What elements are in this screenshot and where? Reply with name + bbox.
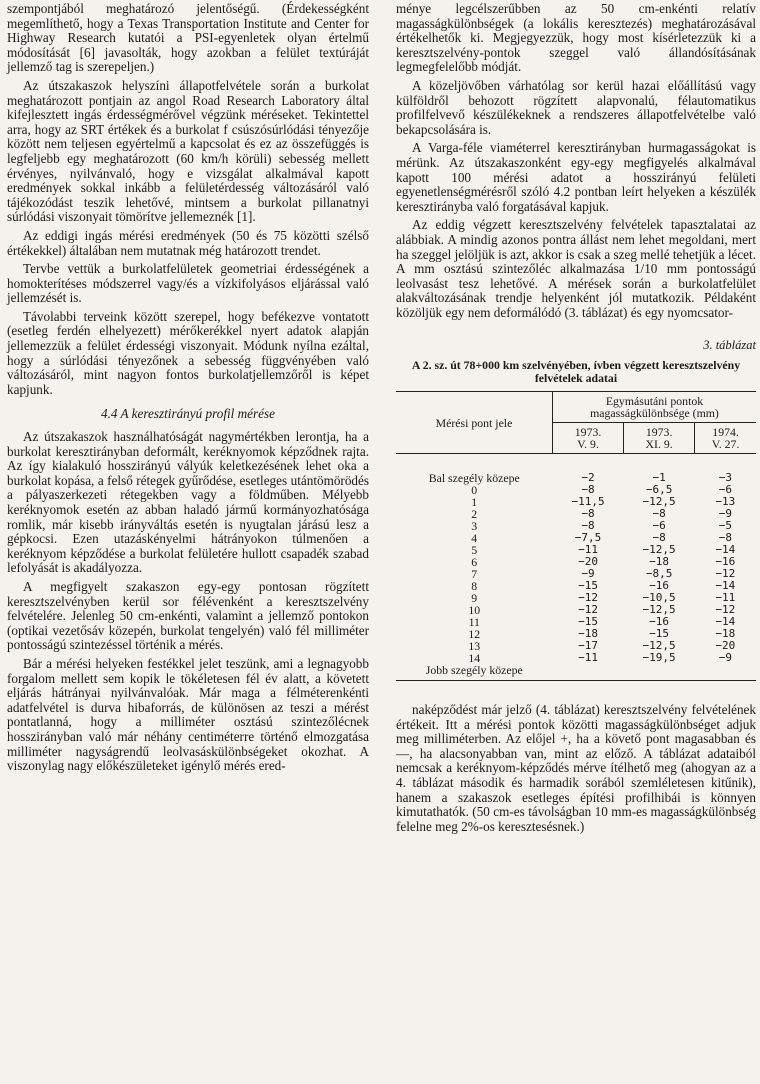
cell-value: −7,5 (574, 531, 602, 545)
right-paragraphs (396, 2, 756, 320)
paragraph-r4: naképződést már jelző (4. táblázat) keresztszelvény felvételének értékeit. Itt a mérési pontok közötti magasságkülönbséget adjuk meg milliméterben. Az előjel +, ha a követő pont magasabban és —, ha alacsonyabban van, mint az előző. A táblázat adataiból nemcsak a keréknyom-képződés mérve ítélhető meg (ahogyan az a 4. táblázat második és harmadik sorából szemléletesen kitűnik), hanem a szakaszok esetleges építési profilhibái is könnyen kimutathatók. (50 cm-es távolságban 10 mm-es magasságkülönbség felelne meg 2%-os keresztesésnek.) (396, 702, 756, 834)
group-header: Egymásutáni pontok magasságkülönbsége (mm) (553, 392, 757, 423)
table-number: 3. táblázat (703, 338, 756, 353)
cell-value: −8 (581, 507, 595, 521)
row-label: 12 (468, 627, 481, 642)
cell-value: −12,5 (642, 603, 676, 617)
cell-value: −12 (715, 603, 736, 617)
cell-value: −9 (718, 651, 732, 665)
cell-value: −6 (652, 519, 666, 533)
right-paragraphs-after (396, 703, 756, 834)
row-label: 11 (468, 615, 480, 630)
data-table (396, 391, 756, 678)
table-row (396, 640, 756, 652)
table-row (396, 628, 756, 640)
row-label: 4 (471, 531, 478, 546)
cell-value: −8,5 (645, 567, 673, 581)
cell-value: −9 (718, 507, 732, 521)
row-label: 9 (471, 591, 478, 606)
row-label: 10 (468, 603, 481, 618)
paragraph-l1: Az útszakaszok helyszíni állapotfelvétele során a burkolat meghatározott pontjain az angol Road Research Laboratory által kifejlesztett ingás érdességmérővel végzünk méréseket. Tekintettel arra, hogy az SRT értékek és a burkolat f csúszósúrlódási tényezője között nem teljesen egyértelmű a kapcsolat és ez az összefüggés is legfeljebb egy meghatározott (60 km/h körüli) sebesség mellett érvényes, nyilvánvaló, hogy e vizsgálat alkalmával kapott eredmények sokkal inkább a felületérdesség változásáról való tájékozódást teszik lehetővé, mintsem a burkolat pillanatnyi súrlódási viszonyait tömörítve jellemeznék [1]. (7, 77, 369, 225)
left-paragraphs (7, 2, 369, 397)
table-row (396, 616, 756, 628)
row-label: 13 (468, 639, 481, 654)
right-column (396, 2, 756, 834)
cell-value: −1 (652, 471, 666, 485)
cell-value: −5 (718, 519, 732, 533)
cell-value (695, 664, 756, 678)
cell-value: −12,5 (642, 543, 676, 557)
row-label: 0 (471, 483, 478, 498)
cell-value: −15 (578, 615, 598, 629)
table-row (396, 544, 756, 556)
table-rule (396, 680, 756, 681)
cell-value: −11 (578, 651, 598, 665)
cell-value: −18 (649, 555, 670, 569)
cell-value: −6 (718, 483, 732, 497)
table-row (396, 664, 756, 678)
cell-value: −15 (649, 627, 670, 641)
cell-value: −3 (718, 471, 732, 485)
paragraph-l3: Tervbe vettük a burkolatfelületek geometriai érdességének a homokterítéses módszerrel vagy/és a vízkifolyásos eljárással való jellemzését is. (7, 261, 369, 306)
cell-value: −14 (715, 579, 736, 593)
column-header-1: 1973. XI. 9. (624, 423, 695, 454)
row-label: 1 (471, 495, 478, 510)
left-column (7, 2, 369, 774)
cell-value: −19,5 (642, 651, 676, 665)
paragraph-r0: ménye legcélszerűbben az 50 cm-enkénti relatív magasságkülönbségek (a lokális keresztezés) meghatározásával értékelhetők ki. Megjegyezzük, hogy most kísérletezzük ki a keresztszelvény-pontok szeggel való állandósításának legmegfelelőbb módját. (396, 1, 756, 75)
cell-value: −12,5 (642, 495, 676, 509)
cell-value: −6,5 (645, 483, 673, 497)
cell-value: −14 (715, 615, 736, 629)
table-row (396, 454, 756, 485)
table-row (396, 508, 756, 520)
cell-value: −11 (715, 591, 736, 605)
cell-value: −17 (578, 639, 598, 653)
cell-value: −16 (715, 555, 736, 569)
cell-value (624, 664, 695, 678)
cell-value: −20 (715, 639, 736, 653)
cell-value: −12 (578, 603, 598, 617)
cell-value: −8 (581, 519, 595, 533)
row-label: 3 (471, 519, 478, 534)
cell-value: −16 (649, 615, 670, 629)
row-header: Mérési pont jele (396, 392, 553, 454)
table-row (396, 568, 756, 580)
cell-value: −12 (578, 591, 598, 605)
cell-value: −11,5 (571, 495, 605, 509)
row-label: Jobb szegély közepe (425, 663, 523, 678)
paragraph-l4: Távolabbi terveink között szerepel, hogy befékezve vontatott (esetleg ferdén elhelyezett) mérőkerékkel nyert adatok alapján jellemezzük a felület érdességi viszonyait. Módunk nyílna ezáltal, hogy a súrlódási tényezőnek a sebesség függvényében való változásáról, mint nagyon fontos burkolatjellemzőről is képet kapjunk. (7, 308, 369, 397)
table-title: A 2. sz. út 78+000 km szelvényében, ívben végzett keresztszelvény felvételek adatai (411, 358, 741, 386)
left-paragraphs-2 (7, 430, 369, 774)
cell-value: −9 (581, 567, 595, 581)
cell-value: −10,5 (642, 591, 676, 605)
row-label: 14 (468, 651, 481, 666)
paragraph-l0: szempontjából meghatározó jelentőségű. (Érdekességként megemlíthető, hogy a Texas Transportation Institute and Center for Highway Research kutatói a PSI-egyenletek olyan értelmű módosítását [6] javasolták, hogy azokban a felület textúráját jellemző tag is szerepeljen.) (7, 1, 369, 75)
cell-value: −18 (715, 627, 736, 641)
paragraph-r2: A Varga-féle viaméterrel keresztirányban hurmagasságokat is mérünk. Az útszakaszonként egy-egy megfigyelés alkalmával kapott 100 mérési adatot a hosszirányú felületi egyenetlenségmérésről szóló 4.2 pontban leírt helyeken a készülék keresztirányba való forgatásával kapjuk. (396, 140, 756, 214)
paragraph-l5: Az útszakaszok használhatóságát nagymértékben lerontja, ha a burkolat keresztirányban deformált, keréknyomok képződnek rajta. Az így kialakuló hosszirányú vályúk keletkezésének lehet oka a burkolat kopása, a felső rétegek gyűrődése, esetleges utántömörödés a pályaszerkezeti rétegekben vagy a földműben. Mélyebb keréknyomok esetén az abban haladó jármű kormányozhatósága romlik, már kisebb irányváltás esetén is nyugtalan járású lesz a gépkocsi. Ezen utazáskényelmi hátrányokon túlmenően a keréknyom képződése a burkolat felületére hullott csapadék szabad lefolyását is akadályozza. (7, 429, 369, 576)
cell-value: −16 (649, 579, 670, 593)
cell-value: −14 (715, 543, 736, 557)
paragraph-l7: Bár a mérési helyeken festékkel jelet teszünk, ami a legnagyobb forgalom mellett sem kopik le tökéletesen fél év alatt, a követett eljárás hátrányai nyilvánvalóak. Már maga a félméterenkénti adatfelvétel is durva hibaforrás, de különösen az teszi a mérést pontatlanná, hogy a milliméter osztású szintezőlécnek hosszirányban való már néhány centiméterre történő elmozgatása milliméter nagyságrendű leolvasáskülönbségeket okozhat. A viszonylag nagy előkészületeket igénylő mérés ered- (7, 655, 369, 774)
cell-value: −8 (652, 531, 666, 545)
table-row (396, 532, 756, 544)
table-row (396, 496, 756, 508)
row-label: 6 (471, 555, 478, 570)
paragraph-l2: Az eddigi ingás mérési eredmények (50 és 75 közötti szélső értékekkel) általában nem mutatnak még határozott trendet. (7, 227, 369, 258)
cell-value: −18 (578, 627, 598, 641)
table-row (396, 580, 756, 592)
table-row (396, 556, 756, 568)
paragraph-r1: A közeljövőben várhatólag sor kerül hazai előállítású vagy külföldről behozott rögzített alapvonalú, félautomatikus profilfelvevő készülékeknek a rendszeres állapotfelvételbe való bekapcsolására is. (396, 77, 756, 137)
cell-value: −8 (718, 531, 732, 545)
row-label: 8 (471, 579, 478, 594)
cell-value (553, 664, 624, 678)
cell-value: −8 (652, 507, 666, 521)
cell-value: −8 (581, 483, 595, 497)
paragraph-r3: Az eddig végzett keresztszelvény felvételek tapasztalatai az alábbiak. A mindig azonos pontra állást nem lehet megoldani, mert ha szeggel jelöljük is azt, akkor is csak a szeg mellé tehetjük a lécet. A mm osztású szintezőléc alkalmazása 1/10 mm pontosságú leolvasást tesz lehetővé. A mérések során a burkolatfelület alakváltozásának trendje helyenként jól mutatkozik. Példaként közöljük egy nem deformálódó (3. táblázat) és egy nyomcsator- (396, 217, 756, 320)
table-row (396, 604, 756, 616)
column-header-2: 1974. V. 27. (695, 423, 756, 454)
cell-value: −12 (715, 567, 736, 581)
paragraph-l6: A megfigyelt szakaszon egy-egy pontosan rögzített keresztszelvényben kerül sor félévenként a keresztszelvény felvételére. Jelenleg 50 cm-enkénti, valamint a jellemző pontokon (optikai vezetősáv közepén, burkolat tengelyén) való fél milliméter pontosságú szintezéssel történik a mérés. (7, 578, 369, 653)
row-label: 5 (471, 543, 478, 558)
table-row (396, 592, 756, 604)
cell-value: −13 (715, 495, 736, 509)
cell-value: −11 (578, 543, 598, 557)
cell-value: −12,5 (642, 639, 676, 653)
section-heading: 4.4 A keresztirányú profil mérése (101, 406, 275, 422)
column-header-0: 1973. V. 9. (553, 423, 624, 454)
row-label: Bal szegély közepe (428, 471, 520, 486)
cell-value: −20 (578, 555, 598, 569)
row-label: 7 (471, 567, 478, 582)
row-label: 2 (471, 507, 478, 522)
cell-value: −15 (578, 579, 598, 593)
cell-value: −2 (581, 471, 595, 485)
